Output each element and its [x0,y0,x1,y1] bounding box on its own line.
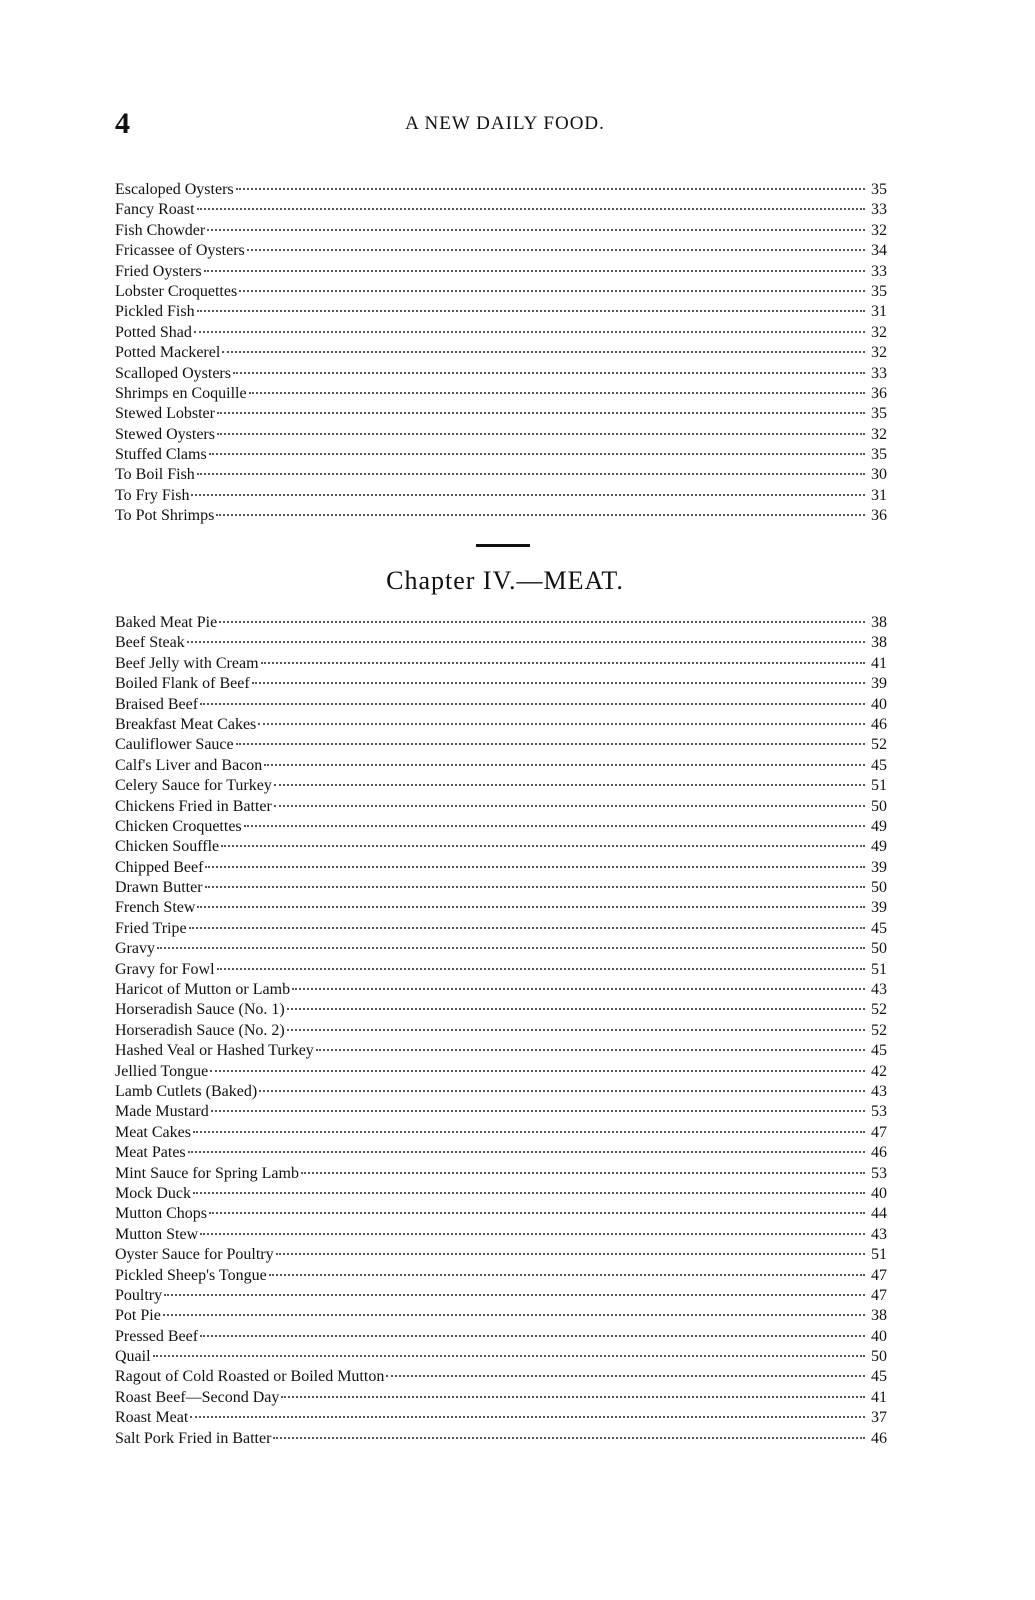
entry-title: Shrimps en Coquille [115,384,247,402]
dot-leader [222,351,865,353]
chapter-heading: Chapter IV.—MEAT. [386,566,624,595]
entry-page-number: 35 [871,446,887,464]
entry-title: French Stew [115,899,196,917]
entry-title: Chickens Fried in Batter [115,797,272,815]
entry-page-number: 40 [871,695,887,713]
dot-leader [200,703,865,705]
entry-page-number: 34 [871,242,887,260]
index-entry [115,1286,895,1306]
entry-title: Stewed Oysters [115,425,215,443]
dot-leader [258,723,865,725]
entry-page-number: 36 [871,384,887,402]
dot-leader [153,1355,865,1357]
entry-title: To Pot Shrimps [115,507,215,525]
dot-leader [209,1212,865,1214]
index-entry [115,960,895,980]
index-entry [115,1429,895,1449]
entry-title: Beef Steak [115,634,185,652]
dot-leader [187,641,865,643]
dot-leader [261,662,865,664]
dot-leader [301,1172,865,1174]
index-entry [115,1184,895,1204]
index-entry [115,1388,895,1408]
dot-leader [210,1070,865,1072]
entry-title: Drawn Butter [115,879,203,897]
entry-title: Jellied Tongue [115,1062,209,1080]
entry-title: Ragout of Cold Roasted or Boiled Mutton [115,1368,385,1386]
entry-title: Quail [115,1348,151,1366]
entry-title: Fricassee of Oysters [115,242,245,260]
entry-page-number: 30 [871,466,887,484]
entry-title: Calf's Liver and Bacon [115,756,263,774]
entry-title: Chipped Beef [115,858,204,876]
dot-leader [211,1110,865,1112]
dot-leader [249,392,865,394]
entry-title: Horseradish Sauce (No. 1) [115,1001,285,1019]
entry-page-number: 32 [871,221,887,239]
dot-leader [205,886,865,888]
entry-title: To Fry Fish [115,486,190,504]
dot-leader [189,927,865,929]
entry-title: Boiled Flank of Beef [115,675,250,693]
dot-leader [274,784,865,786]
dot-leader [259,1090,865,1092]
entry-title: Oyster Sauce for Poultry [115,1246,274,1264]
entry-title: Lamb Cutlets (Baked) [115,1082,258,1100]
index-entry [115,756,895,776]
dot-leader [163,1314,865,1316]
dot-leader [200,1233,865,1235]
entry-title: Lobster Croquettes [115,282,238,300]
dot-leader [164,1294,865,1296]
entry-page-number: 43 [871,981,887,999]
entry-page-number: 52 [871,1021,887,1039]
index-entry [115,180,895,200]
entry-page-number: 38 [871,634,887,652]
entry-title: Breakfast Meat Cakes [115,715,257,733]
dot-leader [273,1437,865,1439]
index-entry [115,323,895,343]
index-entry [115,1347,895,1367]
entry-page-number: 38 [871,614,887,631]
dot-leader [194,331,865,333]
entry-page-number: 52 [871,736,887,754]
entry-page-number: 47 [871,1266,887,1284]
fish-index-list [115,180,895,527]
index-entry [115,1225,895,1245]
index-entry [115,837,895,857]
index-entry [115,1041,895,1061]
dot-leader [217,412,865,414]
dot-leader [233,372,865,374]
dot-leader [264,764,865,766]
dot-leader [244,825,865,827]
index-entry [115,1123,895,1143]
entry-title: Scalloped Oysters [115,364,231,382]
entry-title: Mock Duck [115,1184,191,1202]
page-header [115,104,895,144]
dot-leader [191,494,865,496]
dot-leader [287,1029,865,1031]
entry-page-number: 36 [871,507,887,525]
index-entry [115,221,895,241]
entry-page-number: 47 [871,1123,887,1141]
entry-title: Meat Cakes [115,1123,191,1141]
index-entry [115,1367,895,1387]
index-entry [115,1021,895,1041]
dot-leader [292,988,865,990]
dot-leader [209,453,865,455]
index-entry [115,797,895,817]
index-entry [115,1327,895,1347]
entry-page-number: 50 [871,1348,887,1366]
index-entry [115,1164,895,1184]
entry-page-number: 45 [871,756,887,774]
index-entry [115,735,895,755]
dot-leader [316,1049,865,1051]
index-entry [115,1062,895,1082]
entry-page-number: 45 [871,919,887,937]
entry-page-number: 47 [871,1286,887,1304]
index-entry [115,898,895,918]
entry-page-number: 39 [871,675,887,693]
dot-leader [207,229,865,231]
index-entry [115,506,895,526]
entry-page-number: 49 [871,838,887,856]
entry-title: Horseradish Sauce (No. 2) [115,1021,285,1039]
index-entry [115,1408,895,1428]
entry-page-number: 38 [871,1307,887,1325]
entry-title: Chicken Souffle [115,838,220,856]
index-entry [115,613,895,633]
index-entry [115,241,895,261]
entry-page-number: 45 [871,1042,887,1060]
index-entry [115,486,895,506]
entry-title: Chicken Croquettes [115,817,242,835]
entry-page-number: 35 [871,181,887,198]
entry-page-number: 40 [871,1184,887,1202]
entry-title: Potted Shad [115,323,192,341]
index-entry [115,1143,895,1163]
dot-leader [287,1008,865,1010]
dot-leader [193,1131,865,1133]
dot-leader [252,682,865,684]
dot-leader [217,433,865,435]
entry-page-number: 33 [871,262,887,280]
running-title: A NEW DAILY FOOD. [405,113,605,134]
meat-index-list [115,613,895,1449]
dot-leader [204,270,865,272]
index-entry [115,695,895,715]
entry-page-number: 51 [871,960,887,978]
index-entry [115,1266,895,1286]
dot-leader [274,805,865,807]
dot-leader [157,947,865,949]
entry-title: Haricot of Mutton or Lamb [115,981,291,999]
dot-leader [217,968,865,970]
entry-page-number: 32 [871,425,887,443]
dot-leader [219,621,865,623]
entry-title: Stewed Lobster [115,405,215,423]
entry-page-number: 33 [871,201,887,219]
index-entry [115,919,895,939]
entry-page-number: 32 [871,323,887,341]
entry-title: Gravy [115,940,155,958]
index-entry [115,1102,895,1122]
index-entry [115,878,895,898]
entry-page-number: 53 [871,1103,887,1121]
entry-title: Pot Pie [115,1307,161,1325]
entry-title: Fried Tripe [115,919,187,937]
entry-title: Hashed Veal or Hashed Turkey [115,1042,314,1060]
index-entry [115,262,895,282]
index-entry [115,1306,895,1326]
index-entry [115,343,895,363]
dot-leader [197,473,865,475]
entry-page-number: 31 [871,303,887,321]
page-number: 4 [115,107,130,140]
entry-page-number: 39 [871,899,887,917]
index-entry [115,654,895,674]
entry-page-number: 41 [871,1388,887,1406]
entry-title: Fish Chowder [115,221,206,239]
entry-title: Gravy for Fowl [115,960,215,978]
dot-leader [269,1274,865,1276]
entry-title: Escaloped Oysters [115,181,234,198]
entry-page-number: 33 [871,364,887,382]
dot-leader [276,1253,865,1255]
index-entry [115,939,895,959]
dot-leader [236,188,865,190]
index-entry [115,980,895,1000]
entry-title: Pickled Sheep's Tongue [115,1266,267,1284]
entry-page-number: 37 [871,1409,887,1427]
entry-title: Beef Jelly with Cream [115,654,259,672]
index-entry [115,425,895,445]
dot-leader [216,514,865,516]
dot-leader [197,906,865,908]
index-entry [115,633,895,653]
index-entry [115,1000,895,1020]
entry-title: Poultry [115,1286,163,1304]
index-entry [115,200,895,220]
dot-leader [281,1396,865,1398]
index-entry [115,1082,895,1102]
index-entry [115,445,895,465]
index-entry [115,384,895,404]
index-entry [115,776,895,796]
entry-page-number: 31 [871,486,887,504]
index-entry [115,404,895,424]
entry-page-number: 50 [871,940,887,958]
entry-page-number: 43 [871,1225,887,1243]
entry-title: Roast Beef—Second Day [115,1388,280,1406]
index-entry [115,282,895,302]
entry-page-number: 35 [871,282,887,300]
dot-leader [200,1335,865,1337]
dot-leader [221,845,865,847]
index-entry [115,1204,895,1224]
entry-page-number: 40 [871,1327,887,1345]
dot-leader [197,310,865,312]
index-entry [115,817,895,837]
entry-title: Braised Beef [115,695,199,713]
entry-title: Mutton Stew [115,1225,199,1243]
entry-page-number: 50 [871,797,887,815]
entry-title: Mutton Chops [115,1205,208,1223]
index-entry [115,674,895,694]
entry-page-number: 49 [871,817,887,835]
dot-leader [247,249,865,251]
dot-leader [239,290,865,292]
entry-title: Fried Oysters [115,262,202,280]
entry-page-number: 46 [871,1144,887,1162]
entry-page-number: 35 [871,405,887,423]
entry-title: Fancy Roast [115,201,195,219]
entry-page-number: 46 [871,715,887,733]
entry-page-number: 44 [871,1205,887,1223]
entry-title: Pressed Beef [115,1327,199,1345]
entry-page-number: 46 [871,1429,887,1447]
entry-title: Baked Meat Pie [115,614,218,631]
index-entry [115,1245,895,1265]
entry-page-number: 41 [871,654,887,672]
entry-page-number: 51 [871,777,887,795]
entry-title: Meat Pates [115,1144,186,1162]
entry-page-number: 42 [871,1062,887,1080]
entry-title: Cauliflower Sauce [115,736,234,754]
entry-page-number: 43 [871,1082,887,1100]
dot-leader [193,1192,865,1194]
entry-page-number: 50 [871,879,887,897]
dot-leader [205,866,865,868]
dot-leader [188,1151,865,1153]
entry-title: Made Mustard [115,1103,209,1121]
entry-page-number: 39 [871,858,887,876]
entry-title: Salt Pork Fried in Batter [115,1429,272,1447]
dot-leader [386,1375,865,1377]
index-entry [115,364,895,384]
index-entry [115,858,895,878]
dot-leader [190,1416,865,1418]
entry-page-number: 53 [871,1164,887,1182]
entry-title: Potted Mackerel [115,344,221,362]
entry-title: Mint Sauce for Spring Lamb [115,1164,299,1182]
section-divider [476,544,530,547]
entry-page-number: 52 [871,1001,887,1019]
entry-title: Pickled Fish [115,303,195,321]
index-entry [115,715,895,735]
entry-title: Celery Sauce for Turkey [115,777,272,795]
entry-page-number: 51 [871,1246,887,1264]
index-entry [115,302,895,322]
entry-page-number: 45 [871,1368,887,1386]
dot-leader [197,208,865,210]
entry-title: To Boil Fish [115,466,195,484]
dot-leader [236,743,865,745]
entry-title: Stuffed Clams [115,446,207,464]
index-entry [115,465,895,485]
entry-page-number: 32 [871,344,887,362]
entry-title: Roast Meat [115,1409,189,1427]
